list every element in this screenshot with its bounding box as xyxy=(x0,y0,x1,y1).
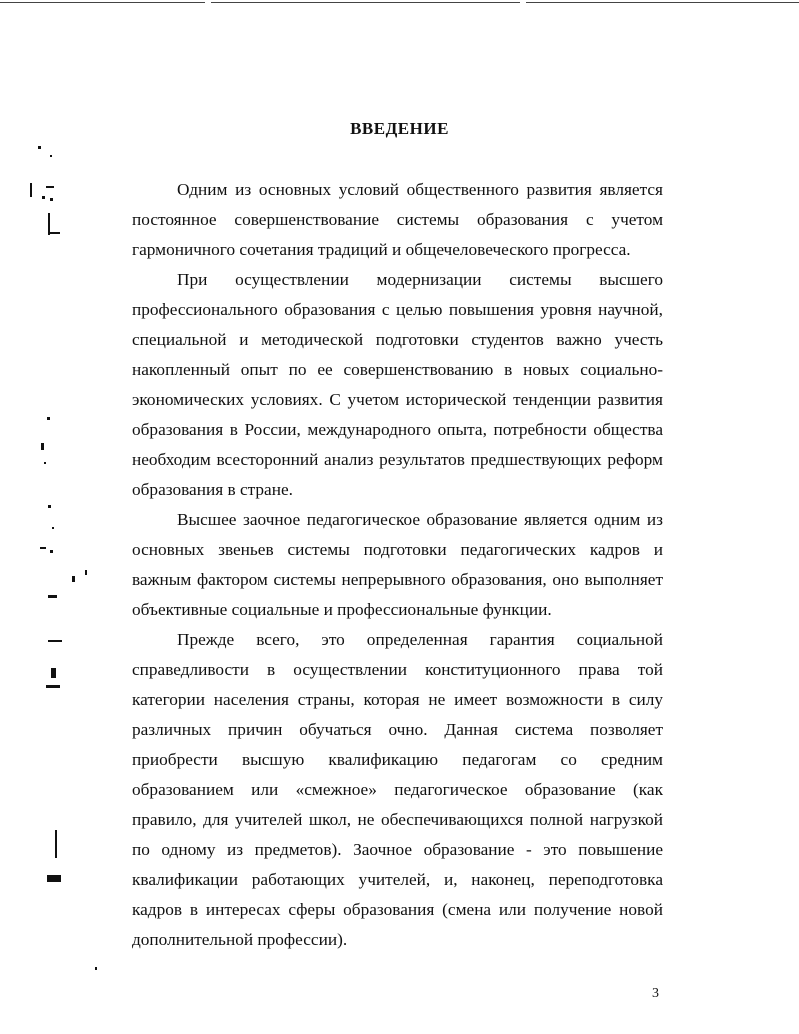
paragraph: Высшее заочное педагогическое образование является одним из основных звеньев системы подготовки педагогических кадров и важным фактором системы непрерывного образования, оно выполняет объективные социальные и профессиональные функции. xyxy=(132,510,663,619)
paragraph: Прежде всего, это определенная гарантия социальной справедливости в осуществлении конституционного права той категории населения страны, которая не имеет возможности в силу различных причин обучаться очно. Данная система позволяет приобрести высшую квалификацию педагогам со средним образованием или «смежное» педагогическое образование (как правило, для учителей школ, не обеспечивающихся полной нагрузкой по одному из предметов). Заочное образование - это повышение квалификации работающих учителей, и, наконец, переподготовка кадров в интересах сферы образования (смена или получение новой дополнительной профессии). xyxy=(132,630,663,949)
page-number: 3 xyxy=(652,986,659,1001)
scan-border-gap xyxy=(205,1,211,4)
paragraph: Одним из основных условий общественного развития является постоянное совершенствование системы образования с учетом гармоничного сочетания традиций и общечеловеческого прогресса. xyxy=(132,180,663,259)
page-title: ВВЕДЕНИЕ xyxy=(350,119,449,138)
paragraph: При осуществлении модернизации системы высшего профессионального образования с целью повышения уровня научной, специальной и методической подготовки студентов важно учесть накопленный опыт по ее совершенствованию в новых социально-экономических условиях. С учетом исторической тенденции развития образования в России, международного опыта, потребности общества необходим всесторонний анализ результатов предшествующих реформ образования в стране. xyxy=(132,270,663,499)
document-body xyxy=(132,175,663,955)
scan-border-gap xyxy=(520,1,526,4)
scan-border-line xyxy=(0,2,799,3)
